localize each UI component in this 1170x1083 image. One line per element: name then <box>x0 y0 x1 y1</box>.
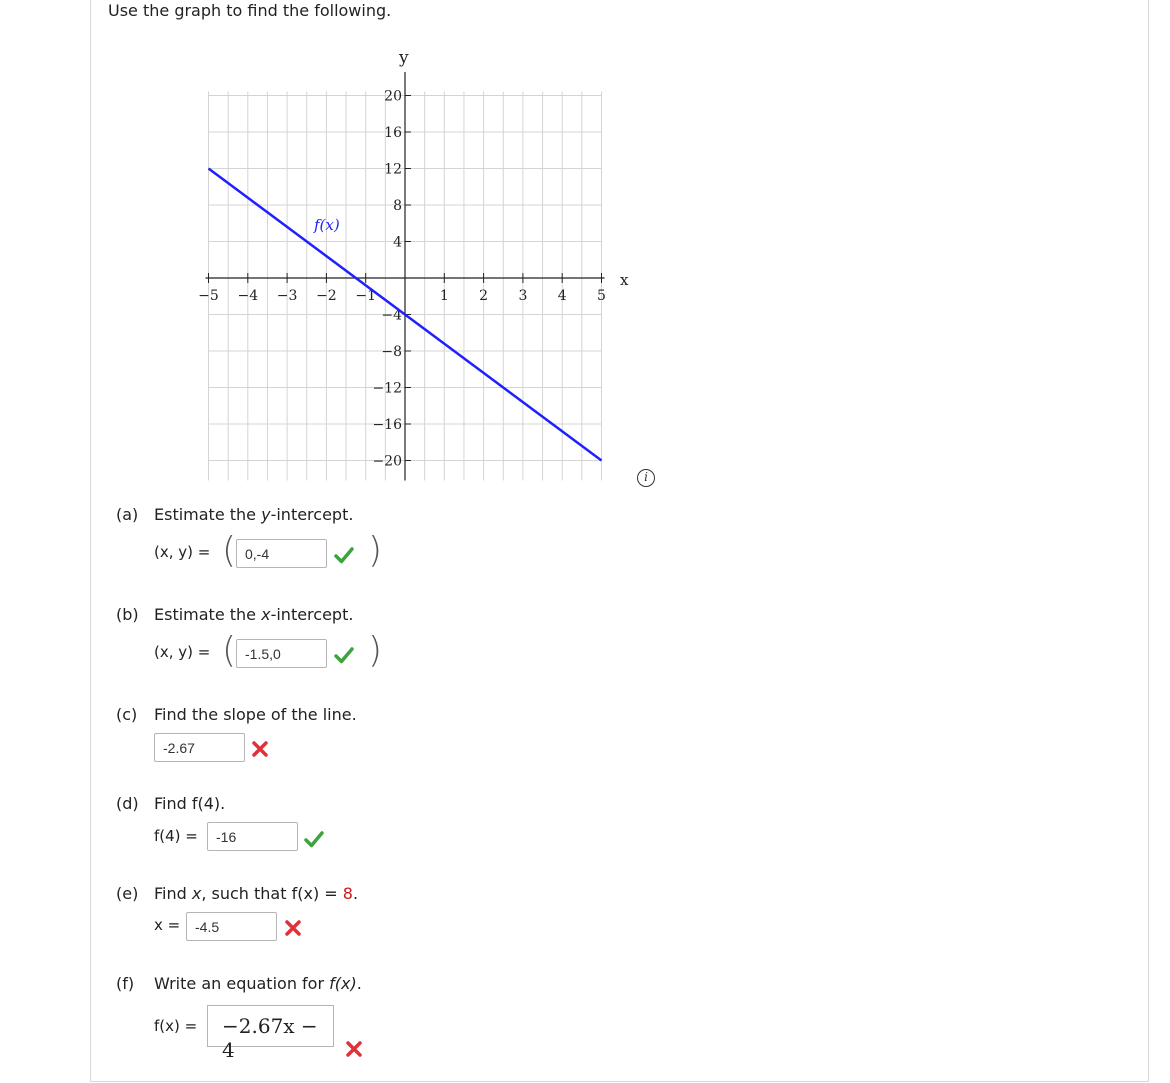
answer-b-input[interactable]: -1.5,0 <box>236 639 327 668</box>
x-tick-label: 3 <box>518 288 528 304</box>
close-paren: ) <box>368 530 383 571</box>
y-tick-label: 4 <box>393 234 402 251</box>
y-tick-label: −16 <box>372 417 402 433</box>
x-tick-label: −4 <box>237 288 259 304</box>
y-tick-label: 20 <box>384 88 402 105</box>
open-paren: ( <box>222 530 237 571</box>
y-axis-label: y <box>399 48 409 68</box>
answer-a-input[interactable]: 0,-4 <box>236 539 327 568</box>
question-b: (b) Estimate the x-intercept. <box>116 605 354 624</box>
check-icon <box>333 644 355 666</box>
y-tick-label: −8 <box>381 344 402 360</box>
x-tick-label: 5 <box>597 288 606 304</box>
cross-icon <box>343 1038 365 1060</box>
x-axis-label: x <box>620 271 629 289</box>
cross-icon <box>282 917 304 939</box>
answer-e-input[interactable]: -4.5 <box>186 912 277 941</box>
y-tick-label: 16 <box>384 125 402 141</box>
check-icon <box>333 544 355 566</box>
answer-d-input[interactable]: -16 <box>207 822 298 851</box>
question-d: (d) Find f(4). <box>116 794 226 813</box>
question-c: (c) Find the slope of the line. <box>116 705 357 724</box>
x-tick-label: 1 <box>439 288 449 304</box>
curve-label: f(x) <box>314 216 340 234</box>
x-tick-label: 2 <box>479 288 489 304</box>
answer-b-label: (x, y) = <box>154 643 211 661</box>
x-tick-label: −1 <box>355 288 377 304</box>
answer-f-input[interactable]: −2.67x − 4 <box>207 1005 334 1047</box>
instructions: Use the graph to find the following. <box>108 1 392 20</box>
cross-icon <box>249 738 271 760</box>
y-tick-label: 8 <box>393 198 402 214</box>
y-tick-label: −4 <box>381 307 402 324</box>
question-f: (f) Write an equation for f(x). <box>116 974 362 993</box>
y-tick-label: 12 <box>384 161 402 178</box>
question-a: (a) Estimate the y-intercept. <box>116 505 354 524</box>
check-icon <box>303 828 325 850</box>
x-tick-label: −3 <box>276 288 298 304</box>
x-tick-label: −2 <box>316 288 337 304</box>
function-graph <box>0 0 1170 500</box>
y-tick-label: −12 <box>372 380 402 397</box>
y-tick-label: −20 <box>372 453 402 470</box>
x-tick-label: 4 <box>557 288 567 304</box>
answer-e-label: x = <box>154 916 181 934</box>
close-paren: ) <box>368 630 383 671</box>
x-tick-label: −5 <box>198 288 219 304</box>
question-e: (e) Find x, such that f(x) = 8. <box>116 884 359 903</box>
answer-c-input[interactable]: -2.67 <box>154 733 245 762</box>
answer-a-label: (x, y) = <box>154 543 211 561</box>
answer-d-label: f(4) = <box>154 827 198 845</box>
answer-f-label: f(x) = <box>154 1017 198 1035</box>
info-icon[interactable]: i <box>637 469 655 487</box>
open-paren: ( <box>222 630 237 671</box>
